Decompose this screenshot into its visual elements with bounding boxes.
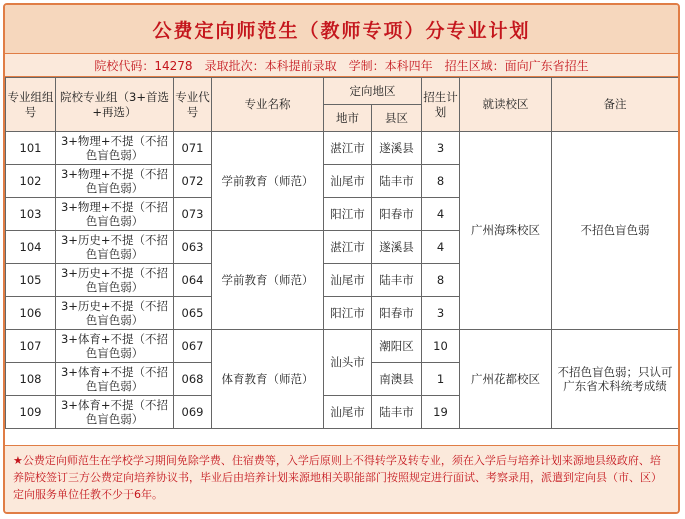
cell-county: 阳春市	[372, 198, 422, 231]
cell-plan: 10	[422, 330, 460, 363]
cell-requirement: 3+物理+不提（不招色盲色弱）	[56, 132, 174, 165]
header-code: 专业代号	[174, 78, 212, 132]
cell-group: 107	[6, 330, 56, 363]
header-campus: 就读校区	[460, 78, 552, 132]
cell-code: 072	[174, 165, 212, 198]
header-county: 县区	[372, 105, 422, 132]
cell-county: 陆丰市	[372, 396, 422, 429]
cell-requirement: 3+物理+不提（不招色盲色弱）	[56, 165, 174, 198]
cell-plan: 19	[422, 396, 460, 429]
cell-campus: 广州海珠校区	[460, 132, 552, 330]
cell-city: 阳江市	[324, 198, 372, 231]
cell-remark: 不招色盲色弱	[552, 132, 679, 330]
header-plan: 招生计划	[422, 78, 460, 132]
cell-county: 阳春市	[372, 297, 422, 330]
header-group: 专业组组号	[6, 78, 56, 132]
cell-city: 湛江市	[324, 132, 372, 165]
cell-county: 遂溪县	[372, 231, 422, 264]
cell-major-name: 学前教育（师范）	[212, 231, 324, 330]
cell-group: 109	[6, 396, 56, 429]
enroll-region: 招生区域：面向广东省招生	[444, 58, 589, 73]
header-school-group: 院校专业组（3+首选+再选）	[56, 78, 174, 132]
header-name: 专业名称	[212, 78, 324, 132]
cell-plan: 1	[422, 363, 460, 396]
cell-code: 071	[174, 132, 212, 165]
cell-major-name: 学前教育（师范）	[212, 132, 324, 231]
header-region: 定向地区	[324, 78, 422, 105]
cell-plan: 4	[422, 198, 460, 231]
cell-code: 065	[174, 297, 212, 330]
cell-group: 101	[6, 132, 56, 165]
page-title: 公费定向师范生（教师专项）分专业计划	[5, 5, 678, 54]
cell-requirement: 3+历史+不提（不招色盲色弱）	[56, 231, 174, 264]
cell-campus: 广州花都校区	[460, 330, 552, 429]
cell-requirement: 3+体育+不提（不招色盲色弱）	[56, 396, 174, 429]
cell-requirement: 3+历史+不提（不招色盲色弱）	[56, 297, 174, 330]
cell-group: 106	[6, 297, 56, 330]
cell-requirement: 3+体育+不提（不招色盲色弱）	[56, 330, 174, 363]
cell-code: 069	[174, 396, 212, 429]
cell-major-name: 体育教育（师范）	[212, 330, 324, 429]
cell-city: 汕尾市	[324, 264, 372, 297]
cell-requirement: 3+历史+不提（不招色盲色弱）	[56, 264, 174, 297]
cell-city: 湛江市	[324, 231, 372, 264]
cell-plan: 4	[422, 231, 460, 264]
plan-table	[5, 77, 679, 429]
cell-county: 陆丰市	[372, 165, 422, 198]
table-row	[6, 132, 679, 165]
cell-code: 068	[174, 363, 212, 396]
cell-group: 105	[6, 264, 56, 297]
study-system: 学制：本科四年	[348, 58, 433, 73]
cell-city: 汕尾市	[324, 165, 372, 198]
cell-group: 103	[6, 198, 56, 231]
cell-city: 阳江市	[324, 297, 372, 330]
footnote: ★公费定向师范生在学校学习期间免除学费、住宿费等，入学后原则上不得转学及转专业，须在入学后与培养计划来源地县级政府、培养院校签订三方公费定向培养协议书，毕业后由培养计划来源地相关职能部门按照规定进行面试、考察录用，派遣到定向县（市、区）定向服务单位任教不少于6年。	[5, 445, 678, 512]
admission-batch: 录取批次：本科提前录取	[204, 58, 337, 73]
cell-county: 潮阳区	[372, 330, 422, 363]
cell-code: 064	[174, 264, 212, 297]
cell-county: 遂溪县	[372, 132, 422, 165]
header-remark: 备注	[552, 78, 679, 132]
cell-plan: 3	[422, 297, 460, 330]
header-city: 地市	[324, 105, 372, 132]
table-row	[6, 330, 679, 363]
cell-code: 067	[174, 330, 212, 363]
cell-county: 陆丰市	[372, 264, 422, 297]
cell-group: 108	[6, 363, 56, 396]
cell-remark: 不招色盲色弱；只认可广东省术科统考成绩	[552, 330, 679, 429]
school-code: 院校代码：14278	[94, 58, 193, 73]
cell-city: 汕头市	[324, 330, 372, 396]
cell-requirement: 3+物理+不提（不招色盲色弱）	[56, 198, 174, 231]
cell-county: 南澳县	[372, 363, 422, 396]
cell-group: 102	[6, 165, 56, 198]
cell-plan: 3	[422, 132, 460, 165]
cell-group: 104	[6, 231, 56, 264]
cell-plan: 8	[422, 165, 460, 198]
plan-card	[3, 3, 680, 514]
info-bar	[5, 54, 678, 77]
cell-code: 073	[174, 198, 212, 231]
cell-code: 063	[174, 231, 212, 264]
cell-city: 汕尾市	[324, 396, 372, 429]
cell-plan: 8	[422, 264, 460, 297]
cell-requirement: 3+体育+不提（不招色盲色弱）	[56, 363, 174, 396]
